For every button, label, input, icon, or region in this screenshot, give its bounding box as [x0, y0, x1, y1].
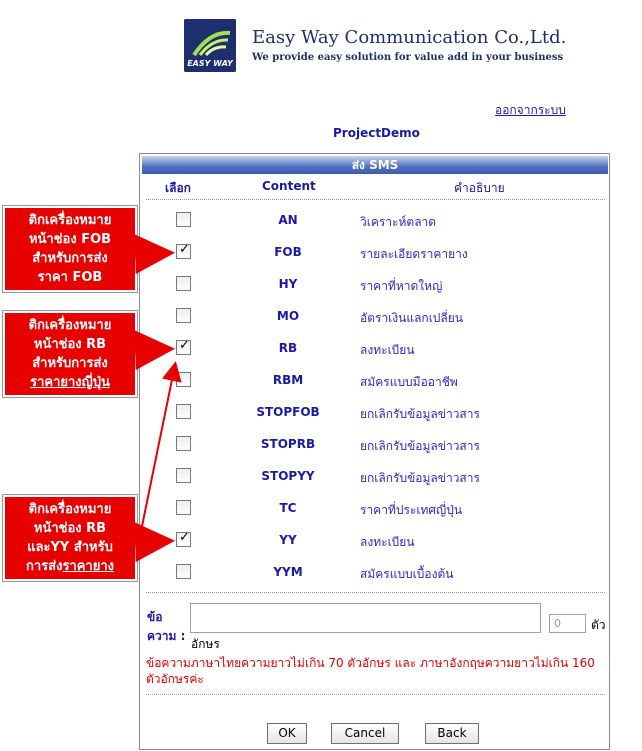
callout-fob — [3, 206, 137, 292]
callout-text: และYY สำหรับ — [27, 540, 113, 555]
content-description: ราคาที่หาดใหญ่ — [360, 279, 443, 293]
content-code: STOPFOB — [256, 405, 320, 419]
callout-rb — [3, 311, 137, 397]
checkbox-yy[interactable] — [176, 532, 191, 547]
callout-text: หน้าช่อง RB — [33, 337, 107, 352]
company-slogan: We provide easy solution for value add in your business — [252, 52, 564, 63]
divider — [146, 592, 605, 593]
divider — [146, 199, 605, 200]
callout-text — [5, 557, 135, 576]
callout-text-part: การส่ง — [26, 559, 63, 574]
callout-text: ติกเครื่องหมาย — [28, 213, 112, 228]
content-code: YYM — [273, 565, 303, 579]
callout-text: สำหรับการส่ง — [32, 251, 108, 266]
message-label-line1: ข้อ — [147, 610, 163, 624]
checkbox-an[interactable] — [176, 212, 191, 227]
back-button[interactable]: Back — [425, 723, 479, 744]
callout-text: ติกเครื่องหมาย — [28, 318, 112, 333]
content-description: รายละเอียดราคายาง — [360, 247, 468, 261]
logout-link[interactable]: ออกจากระบบ — [495, 103, 566, 117]
length-warning: ข้อความภาษาไทยความยาวไม่เกิน 70 ตัวอักษร และ ภาษาอังกฤษความยาวไม่เกิน 160 ตัวอักษรค่ะ — [146, 656, 595, 686]
content-code: FOB — [274, 245, 302, 259]
message-input[interactable] — [190, 603, 541, 633]
content-description: อัตราเงินแลกเปลี่ยน — [360, 311, 464, 325]
cancel-button[interactable]: Cancel — [331, 723, 399, 744]
checkbox-tc[interactable] — [176, 500, 191, 515]
callout-text: สำหรับการส่ง — [32, 356, 108, 371]
project-title-text: ProjectDemo — [333, 126, 420, 140]
callout-text-part: ราคายาง — [62, 559, 114, 574]
content-code: RB — [278, 341, 298, 355]
char-unit-label-2: อักษร — [191, 637, 220, 651]
content-description: ยกเลิกรับข้อมูลข่าวสาร — [360, 471, 480, 485]
logo-text: EASY WAY — [187, 59, 233, 68]
checkbox-rbm[interactable] — [176, 372, 191, 387]
checkbox-rb[interactable] — [176, 340, 191, 355]
message-label — [147, 608, 187, 646]
content-description: วิเคราะห์ตลาด — [360, 215, 437, 229]
checkbox-mo[interactable] — [176, 308, 191, 323]
checkbox-hy[interactable] — [176, 276, 191, 291]
callout-rb-yy — [3, 495, 137, 581]
content-description: ราคาที่ประเทศญี่ปุ่น — [360, 503, 463, 517]
content-description: ลงทะเบียน — [360, 343, 415, 357]
content-code: YY — [279, 533, 297, 547]
column-header-select: เลือก — [165, 181, 191, 195]
content-description: สมัครแบบมืออาชีพ — [360, 375, 458, 389]
content-code: RBM — [272, 373, 304, 387]
callout-text: หน้าช่อง FOB — [28, 232, 112, 247]
form-title-bar: ส่ง SMS — [142, 156, 608, 174]
content-code: TC — [279, 501, 297, 515]
content-code: HY — [278, 277, 298, 291]
content-code: AN — [278, 213, 298, 227]
checkbox-fob[interactable] — [176, 244, 191, 259]
company-logo — [184, 19, 236, 72]
content-description: ยกเลิกรับข้อมูลข่าวสาร — [360, 407, 480, 421]
callout-text: ราคายางญี่ปุ่น — [30, 375, 110, 390]
callout-text: ติกเครื่องหมาย — [28, 502, 112, 517]
ok-button[interactable]: OK — [267, 723, 307, 744]
char-count-field: 0 — [549, 614, 586, 633]
callout-text: ราคา FOB — [37, 270, 103, 285]
content-code: MO — [276, 309, 300, 323]
column-header-description: คำอธิบาย — [454, 181, 505, 195]
message-label-line2: ความ : — [147, 629, 186, 643]
checkbox-yym[interactable] — [176, 564, 191, 579]
divider — [146, 694, 605, 695]
content-description: สมัครแบบเบื้องต้น — [360, 567, 454, 581]
content-code: STOPYY — [261, 469, 315, 483]
column-header-content: Content — [262, 179, 316, 193]
char-unit-label: ตัว — [591, 618, 606, 632]
checkbox-stopfob[interactable] — [176, 404, 191, 419]
callout-text: หน้าช่อง RB — [33, 521, 107, 536]
company-name: Easy Way Communication Co.,Ltd. — [252, 27, 567, 48]
content-description: ลงทะเบียน — [360, 535, 415, 549]
content-code: STOPRB — [260, 437, 316, 451]
checkbox-stopyy[interactable] — [176, 468, 191, 483]
checkbox-stoprb[interactable] — [176, 436, 191, 451]
content-description: ยกเลิกรับข้อมูลข่าวสาร — [360, 439, 480, 453]
